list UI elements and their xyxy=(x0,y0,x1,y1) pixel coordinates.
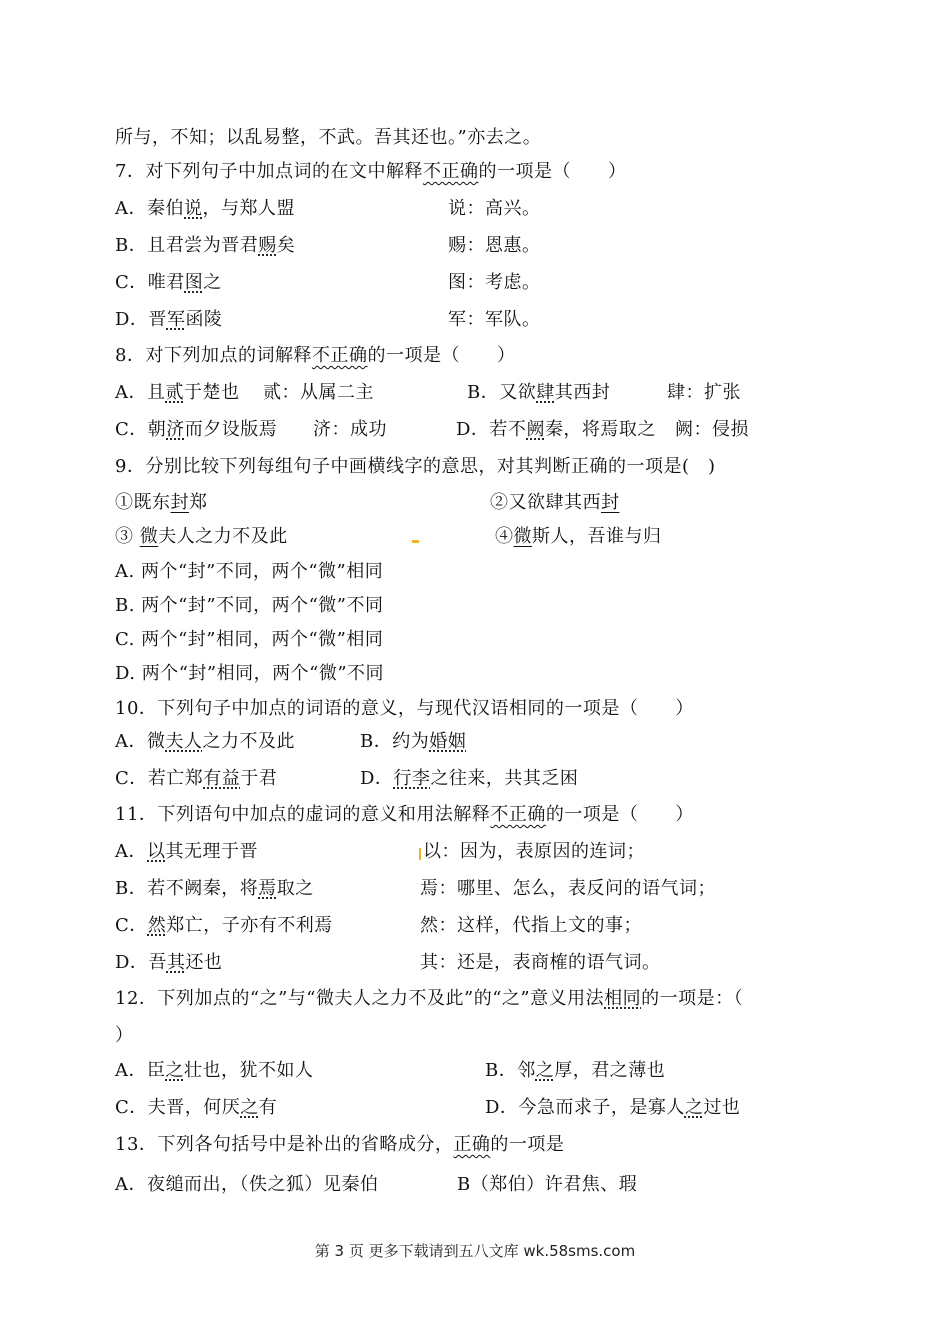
option-9b: B. 两个“封”不同，两个“微”不同 xyxy=(115,595,384,616)
option-explanation: 然：这样，代指上文的事； xyxy=(420,915,642,936)
question-13: 13．下列各句括号中是补出的省略成分，正确的一项是 xyxy=(115,1134,565,1155)
emphasis-text: 正确 xyxy=(453,1134,491,1155)
question-7: 7．对下列句子中加点词的在文中解释不正确的一项是（ ） xyxy=(115,161,627,182)
dotted-word: 阙 xyxy=(526,419,545,440)
dotted-word: 贰 xyxy=(165,382,184,403)
option-explanation: 图：考虑。 xyxy=(448,272,541,293)
option-9a: A. 两个“封”不同，两个“微”相同 xyxy=(115,561,384,582)
emphasis-text: 不正确 xyxy=(490,804,546,825)
option-9d: D. 两个“封”相同，两个“微”不同 xyxy=(115,663,385,684)
dotted-word: 相同 xyxy=(604,988,642,1009)
dotted-word: 其 xyxy=(166,952,186,973)
question-12-cont: ） xyxy=(115,1025,134,1046)
options-8cd: C．朝济而夕设版焉 济：成功 D．若不阙秦，将焉取之 阙：侵损 xyxy=(115,419,749,440)
options-8ab: A．且贰于楚也 贰：从属二主 B．又欲肆其西封 肆：扩张 xyxy=(115,382,741,403)
sentences-9-row2: ③ 微夫人之力不及此 ④微斯人，吾谁与归 xyxy=(115,526,662,547)
dotted-word: 然 xyxy=(147,915,167,936)
options-13ab: A．夜缒而出，（佚之狐）见秦伯 B（郑伯）许君焦、瑕 xyxy=(115,1174,638,1195)
dotted-word: 肆 xyxy=(536,382,555,403)
option-explanation: 军：军队。 xyxy=(448,309,541,330)
emphasis-text: 不正确 xyxy=(422,161,479,182)
question-11: 11．下列语句中加点的虚词的意义和用法解释不正确的一项是（ ） xyxy=(115,804,694,825)
passage-text: 所与，不知；以乱易整，不武。吾其还也。”亦去之。 xyxy=(115,127,542,148)
options-12ab: A．臣之壮也，犹不如人 B．邻之厚，君之薄也 xyxy=(115,1060,666,1081)
underlined-word: 微 xyxy=(139,526,159,547)
option-explanation: 焉：哪里、怎么，表反问的语气词； xyxy=(420,878,716,899)
option-explanation: 贰：从属二主 xyxy=(263,382,374,403)
option-11b: B．若不阙秦，将焉取之 焉：哪里、怎么，表反问的语气词； xyxy=(115,878,716,899)
option-7b: B．且君尝为晋君赐矣 赐：恩惠。 xyxy=(115,235,541,256)
emphasis-text: 不正确 xyxy=(311,345,368,366)
dotted-word: 济 xyxy=(166,419,185,440)
option-explanation: 说：高兴。 xyxy=(448,198,541,219)
options-12cd: C．夫晋，何厌之有 D．今急而求子，是寡人之过也 xyxy=(115,1097,741,1118)
underlined-word: 封 xyxy=(601,492,620,513)
dotted-word: 说 xyxy=(184,198,203,219)
stray-mark xyxy=(412,540,419,543)
dotted-word: 之 xyxy=(165,1060,184,1081)
option-explanation: 阙：侵损 xyxy=(675,419,749,440)
question-10: 10．下列句子中加点的词语的意义，与现代汉语相同的一项是（ ） xyxy=(115,698,694,719)
option-7c: C．唯君图之 图：考虑。 xyxy=(115,272,541,293)
option-explanation: 济：成功 xyxy=(313,419,387,440)
dotted-word: 夫人 xyxy=(165,731,203,752)
option-explanation: 以：因为，表原因的连词； xyxy=(423,841,645,862)
dotted-word: 以 xyxy=(147,841,166,862)
dotted-word: 图 xyxy=(184,272,204,293)
option-7a: A．秦伯说，与郑人盟 说：高兴。 xyxy=(115,198,541,219)
dotted-word: 赐 xyxy=(258,235,277,256)
dotted-word: 之 xyxy=(684,1097,704,1118)
question-9: 9．分别比较下列每组句子中画横线字的意思，对其判断正确的一项是( ) xyxy=(115,456,716,477)
options-10cd: C．若亡郑有益于君 D．行李之往来，共其乏困 xyxy=(115,768,579,789)
underlined-word: 封 xyxy=(170,492,189,513)
option-9c: C. 两个“封”相同，两个“微”相同 xyxy=(115,629,384,650)
dotted-word: 焉 xyxy=(258,878,277,899)
dotted-word: 有益 xyxy=(203,768,241,789)
question-12: 12．下列加点的“之”与“微夫人之力不及此”的“之”意义用法相同的一项是：（ xyxy=(115,988,744,1009)
underlined-word: 微 xyxy=(513,526,532,547)
dotted-word: 之 xyxy=(240,1097,259,1118)
question-8: 8．对下列加点的词解释不正确的一项是（ ） xyxy=(115,345,516,366)
option-explanation: 其：还是，表商榷的语气词。 xyxy=(420,952,661,973)
option-11d: D．吾其还也 其：还是，表商榷的语气词。 xyxy=(115,952,661,973)
option-explanation: 赐：恩惠。 xyxy=(448,235,541,256)
text-line xyxy=(115,126,541,150)
sentences-9-row1: ①既东封郑 ②又欲肆其西封 xyxy=(115,492,620,513)
dotted-word: 军 xyxy=(166,309,186,330)
dotted-word: 之 xyxy=(535,1060,555,1081)
option-explanation: 肆：扩张 xyxy=(667,382,741,403)
dotted-word: 婚姻 xyxy=(429,731,467,752)
page-footer: 第 3 页 更多下载请到五八文库 wk.58sms.com xyxy=(314,1242,636,1260)
options-10ab: A．微夫人之力不及此 B．约为婚姻 xyxy=(115,731,467,752)
option-11a: A．以其无理于晋 以：因为，表原因的连词； xyxy=(115,841,645,862)
option-11c: C．然郑亡，子亦有不利焉 然：这样，代指上文的事； xyxy=(115,915,642,936)
stray-mark xyxy=(419,848,421,860)
dotted-word: 行李 xyxy=(393,768,431,789)
option-7d: D．晋军函陵 军：军队。 xyxy=(115,309,541,330)
